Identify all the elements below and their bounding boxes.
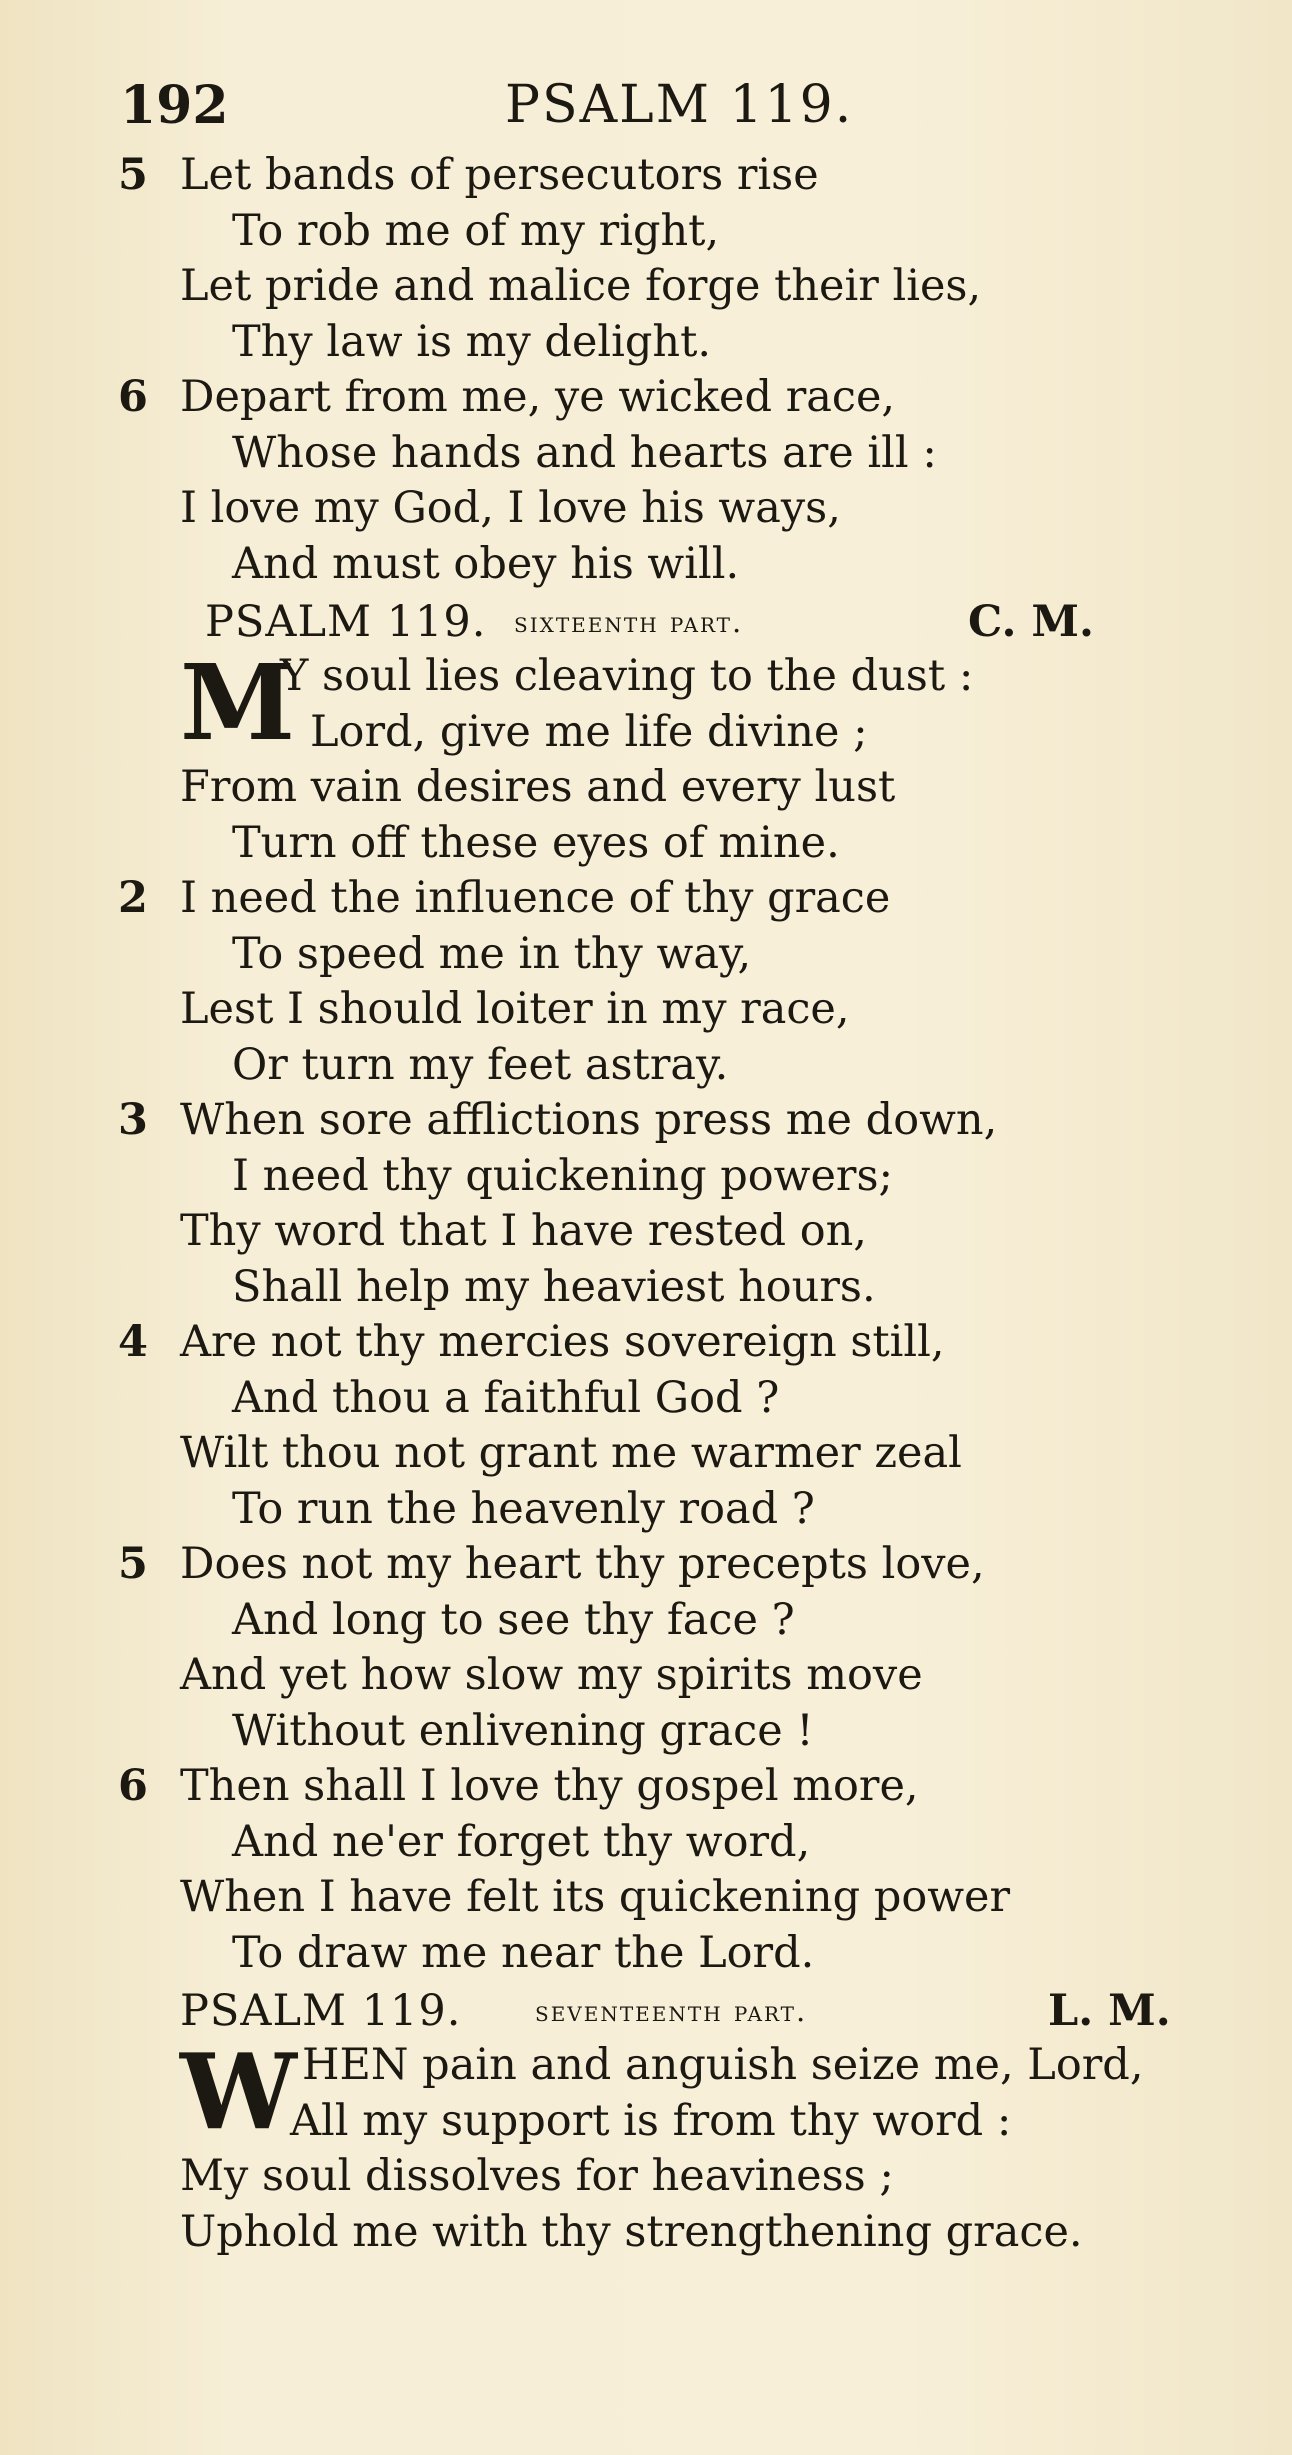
verse-line: 3 When sore afflictions press me down,: [0, 1093, 1292, 1149]
verse-line: Let pride and malice forge their lies,: [180, 261, 982, 311]
verse-line: Without enlivening grace !: [232, 1705, 814, 1756]
heading-psalm: PSALM 119.: [180, 1986, 462, 2036]
verse-line: 6 Depart from me, ye wicked race,: [0, 370, 1292, 426]
verse-line: I love my God, I love his ways,: [180, 483, 841, 533]
verse-line: And thou a faithful God ?: [232, 1372, 780, 1423]
verse-line: All my support is from thy word :: [290, 2095, 1012, 2146]
verse-line: I need thy quickening powers;: [232, 1150, 894, 1201]
stanza-number: 2: [118, 873, 148, 923]
hymn-text: [0, 148, 1292, 2260]
verse-line: Thy word that I have rested on,: [180, 1206, 867, 1256]
verse-line: 2 I need the influence of thy grace: [0, 871, 1292, 927]
heading-part: sixteenth part.: [514, 605, 744, 639]
drop-cap: W: [180, 2030, 297, 2153]
stanza-number: 5: [118, 150, 148, 200]
verse-line: Lest I should loiter in my race,: [180, 984, 850, 1034]
verse-line: To run the heavenly road ?: [232, 1483, 815, 1534]
verse-line: 5 Let bands of persecutors rise: [0, 148, 1292, 204]
verse-line: When I have felt its quickening power: [180, 1872, 1011, 1922]
verse-line: Or turn my feet astray.: [232, 1039, 729, 1090]
verse-line: And yet how slow my spirits move: [180, 1650, 923, 1700]
verse-line: To rob me of my right,: [232, 205, 720, 256]
verse-line: To speed me in thy way,: [232, 928, 752, 979]
verse-line: And long to see thy face ?: [232, 1594, 795, 1645]
stanza-number: 6: [118, 372, 148, 422]
verse-line: From vain desires and every lust: [180, 762, 896, 812]
page-number: 192: [120, 75, 229, 136]
verse-line: My soul dissolves for heaviness ;: [180, 2151, 894, 2201]
drop-cap: M: [180, 641, 296, 764]
verse-line: 5 Does not my heart thy precepts love,: [0, 1537, 1292, 1593]
verse-line: M Y soul lies cleaving to the dust :: [180, 641, 974, 764]
stanza-number: 4: [118, 1317, 148, 1367]
page-header: [120, 75, 1120, 145]
verse-line: W HEN pain and anguish seize me, Lord,: [180, 2030, 1144, 2153]
verse-line: To draw me near the Lord.: [232, 1927, 815, 1978]
verse-line: Shall help my heaviest hours.: [232, 1261, 876, 1312]
running-title: PSALM 119.: [505, 75, 854, 135]
heading-psalm: PSALM 119.: [205, 597, 487, 647]
verse-line: Lord, give me life divine ;: [310, 706, 868, 757]
verse-line: Turn off these eyes of mine.: [232, 817, 840, 868]
heading-part: seventeenth part.: [535, 1994, 808, 2028]
verse-line: 6 Then shall I love thy gospel more,: [0, 1759, 1292, 1815]
verse-line: Whose hands and hearts are ill :: [232, 427, 937, 478]
verse-line: Thy law is my delight.: [232, 316, 712, 367]
verse-line: Uphold me with thy strengthening grace.: [180, 2206, 1083, 2257]
verse-line: Wilt thou not grant me warmer zeal: [180, 1428, 962, 1478]
stanza-number: 6: [118, 1761, 148, 1811]
stanza-number: 5: [118, 1539, 148, 1589]
verse-line: And ne'er forget thy word,: [232, 1816, 811, 1867]
verse-line: And must obey his will.: [232, 538, 740, 589]
stanza-number: 3: [118, 1095, 148, 1145]
verse-line: 4 Are not thy mercies sovereign still,: [0, 1315, 1292, 1371]
heading-meter: L. M.: [1048, 1986, 1171, 2036]
heading-meter: C. M.: [968, 597, 1094, 647]
